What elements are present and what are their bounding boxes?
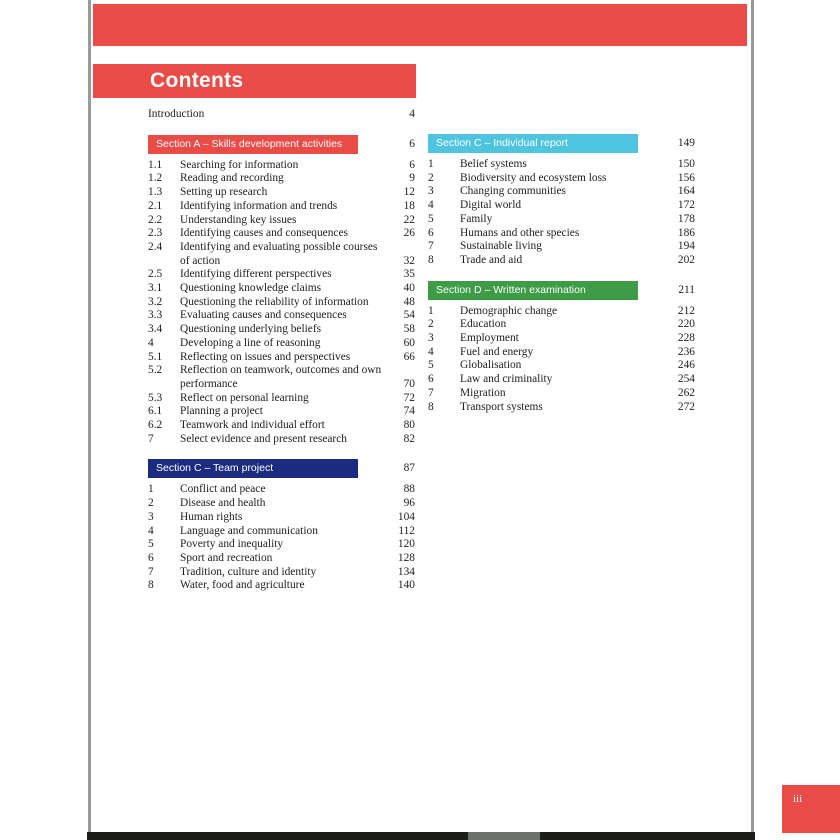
toc-item-number: 5.2 — [148, 364, 163, 377]
toc-item-number: 2.1 — [148, 199, 163, 212]
section-page-number: 211 — [678, 283, 695, 296]
toc-item-title: Humans and other species — [460, 226, 580, 239]
toc-item-title: Transport systems — [460, 400, 543, 413]
toc-item — [148, 405, 415, 419]
toc-item — [148, 186, 415, 200]
toc-item-number: 3 — [148, 510, 154, 523]
toc-item-title: Globalisation — [460, 359, 522, 372]
toc-item-number: 6 — [428, 226, 434, 239]
toc-item-title: Sport and recreation — [180, 551, 273, 564]
toc-item-number: 3 — [428, 332, 434, 345]
toc-item-number: 6.2 — [148, 419, 163, 432]
toc-item-page: 228 — [677, 332, 695, 345]
toc-item-number: 4 — [428, 345, 434, 358]
toc-item — [148, 433, 415, 447]
toc-item-list — [148, 159, 415, 447]
toc-item-number: 2.5 — [148, 268, 163, 281]
toc-item-title: Identifying different perspectives — [180, 268, 332, 281]
toc-item-number: 7 — [148, 432, 154, 445]
toc-item — [148, 214, 415, 228]
toc-item — [148, 538, 415, 552]
toc-item-number: 6 — [148, 551, 154, 564]
top-banner — [93, 4, 747, 46]
toc-item — [428, 199, 695, 213]
toc-item-page: 60 — [403, 336, 415, 349]
toc-item-title: Understanding key issues — [180, 213, 297, 226]
toc-item — [148, 552, 415, 566]
toc-item-title: Education — [460, 318, 507, 331]
scan-bottom-edge — [87, 832, 755, 840]
section-page-number: 6 — [409, 137, 415, 150]
toc-item-title: Water, food and agriculture — [180, 579, 305, 592]
toc-item — [428, 240, 695, 254]
toc-item-title: Searching for information — [180, 158, 299, 171]
toc-item-title: Poverty and inequality — [180, 538, 284, 551]
toc-item-number: 3 — [428, 185, 434, 198]
toc-item-title: Fuel and energy — [460, 345, 534, 358]
toc-item-number: 1 — [428, 158, 434, 170]
toc-item-page: 88 — [403, 483, 415, 496]
toc-item — [428, 346, 695, 360]
toc-item-title: Questioning knowledge claims — [180, 282, 322, 295]
toc-section — [148, 459, 415, 593]
section-header: Section A – Skills development activities — [148, 135, 358, 154]
toc-item — [148, 200, 415, 214]
folio-page-number: iii — [793, 793, 803, 805]
toc-item-number: 8 — [428, 253, 434, 266]
toc-item-title: Questioning the reliability of information — [180, 295, 369, 308]
toc-item-number: 3.2 — [148, 295, 163, 308]
toc-column-right — [428, 134, 695, 414]
toc-item-number: 5.1 — [148, 350, 163, 363]
toc-item-number: 6 — [428, 373, 434, 386]
toc-item-page: 202 — [677, 253, 695, 266]
toc-item-page: 236 — [677, 345, 695, 358]
toc-item — [428, 305, 695, 319]
toc-item-number: 7 — [428, 386, 434, 399]
toc-item-list — [148, 483, 415, 593]
toc-item-page: 194 — [677, 240, 695, 253]
toc-item-page: 74 — [403, 405, 415, 418]
toc-item-list — [428, 305, 695, 415]
toc-item-title: Reading and recording — [180, 172, 284, 185]
section-header: Section C – Team project — [148, 459, 358, 478]
toc-item-title: Planning a project — [180, 405, 263, 418]
toc-item-page: 80 — [403, 419, 415, 432]
toc-section — [428, 134, 695, 268]
toc-item-page: 9 — [409, 172, 415, 185]
toc-item — [148, 296, 415, 310]
intro-label: Introduction — [148, 108, 205, 120]
section-header-row — [428, 134, 695, 153]
book-page — [88, 0, 803, 833]
toc-item-page: 156 — [677, 171, 695, 184]
section-header: Section D – Written examination — [428, 281, 638, 300]
toc-item-page: 6 — [409, 158, 415, 171]
toc-item-title: Digital world — [460, 199, 522, 212]
toc-item-number: 6.1 — [148, 405, 163, 418]
toc-item-title: Reflecting on issues and perspectives — [180, 350, 351, 363]
toc-item-number: 1 — [428, 304, 434, 317]
toc-item-page: 104 — [397, 510, 415, 523]
toc-item-title: Disease and health — [180, 497, 266, 510]
toc-item-number: 2.4 — [148, 240, 163, 253]
toc-item-title: Migration — [460, 386, 506, 399]
toc-item-page: 12 — [403, 186, 415, 199]
toc-item-page: 150 — [677, 158, 695, 170]
toc-item — [148, 566, 415, 580]
toc-item-page: 72 — [403, 391, 415, 404]
toc-item-page: 254 — [677, 373, 695, 386]
toc-item — [148, 309, 415, 323]
toc-item-title: Identifying and evaluating possible courses of action — [180, 240, 378, 267]
toc-item — [428, 172, 695, 186]
toc-item-number: 5 — [428, 359, 434, 372]
toc-item-number: 2 — [148, 497, 154, 510]
toc-item-number: 3.4 — [148, 323, 163, 336]
toc-item-title: Teamwork and individual effort — [180, 419, 325, 432]
toc-item — [148, 282, 415, 296]
toc-item-number: 5.3 — [148, 391, 163, 404]
toc-item-list — [428, 158, 695, 268]
toc-item-page: 48 — [403, 295, 415, 308]
toc-item-title: Employment — [460, 332, 519, 345]
toc-item — [428, 373, 695, 387]
toc-item-title: Sustainable living — [460, 240, 542, 253]
toc-item-title: Changing communities — [460, 185, 566, 198]
section-page-number: 87 — [403, 462, 415, 475]
page-title: Contents — [93, 64, 416, 98]
toc-item — [148, 323, 415, 337]
scan-bottom-edge-gray-segment — [468, 832, 540, 840]
toc-item-number: 1 — [148, 483, 154, 496]
toc-item-page: 220 — [677, 318, 695, 331]
toc-item-number: 4 — [148, 524, 154, 537]
toc-item-title: Identifying information and trends — [180, 199, 338, 212]
toc-item — [148, 351, 415, 365]
intro-page-number: 4 — [409, 108, 415, 120]
toc-item-title: Demographic change — [460, 304, 558, 317]
folio-box — [782, 785, 840, 833]
toc-item-number: 1.1 — [148, 158, 163, 171]
toc-column-left — [148, 108, 415, 593]
toc-item-number: 3.1 — [148, 282, 163, 295]
section-header: Section C – Individual report — [428, 134, 638, 153]
toc-item-page: 262 — [677, 386, 695, 399]
toc-item-title: Tradition, culture and identity — [180, 565, 317, 578]
toc-item — [428, 158, 695, 172]
toc-item-page: 54 — [403, 309, 415, 322]
toc-item-title: Trade and aid — [460, 253, 523, 266]
toc-item-page: 66 — [403, 350, 415, 363]
toc-item-page: 246 — [677, 359, 695, 372]
toc-item-page: 164 — [677, 185, 695, 198]
toc-item — [428, 318, 695, 332]
toc-item-page: 272 — [677, 400, 695, 413]
toc-item-number: 5 — [428, 212, 434, 225]
toc-item — [428, 401, 695, 415]
toc-item — [148, 483, 415, 497]
toc-item — [428, 387, 695, 401]
toc-item — [148, 579, 415, 593]
toc-item — [148, 337, 415, 351]
section-header-row — [148, 135, 415, 154]
toc-item — [428, 185, 695, 199]
toc-item-title: Questioning underlying beliefs — [180, 323, 322, 336]
toc-item-page: 112 — [398, 524, 415, 537]
toc-item-page: 172 — [677, 199, 695, 212]
toc-item — [148, 419, 415, 433]
toc-section — [428, 281, 695, 415]
toc-item — [428, 213, 695, 227]
toc-item-page: 22 — [403, 213, 415, 226]
section-header-row — [428, 281, 695, 300]
toc-item-title: Human rights — [180, 510, 243, 523]
toc-item-number: 3.3 — [148, 309, 163, 322]
toc-item-number: 7 — [148, 565, 154, 578]
toc-item-title: Family — [460, 212, 493, 225]
toc-item-page: 120 — [397, 538, 415, 551]
toc-item-title: Select evidence and present research — [180, 432, 347, 445]
toc-item-number: 2 — [428, 171, 434, 184]
toc-item-page: 128 — [397, 551, 415, 564]
toc-item-number: 7 — [428, 240, 434, 253]
toc-item-number: 1.3 — [148, 186, 163, 199]
toc-item — [148, 241, 415, 268]
toc-item-page: 134 — [397, 565, 415, 578]
toc-item-number: 8 — [428, 400, 434, 413]
toc-item-page: 35 — [403, 268, 415, 281]
toc-item-page: 70 — [403, 377, 415, 390]
toc-item-page: 96 — [403, 497, 415, 510]
toc-item — [148, 227, 415, 241]
toc-item-number: 4 — [148, 336, 154, 349]
toc-item-title: Belief systems — [460, 158, 527, 170]
toc-item-number: 1.2 — [148, 172, 163, 185]
toc-item-number: 2.3 — [148, 227, 163, 240]
toc-item-title: Identifying causes and consequences — [180, 227, 348, 240]
toc-item-title: Setting up research — [180, 186, 268, 199]
toc-item — [428, 254, 695, 268]
toc-item-number: 2 — [428, 318, 434, 331]
toc-item-title: Developing a line of reasoning — [180, 336, 321, 349]
toc-item — [148, 172, 415, 186]
toc-item-number: 8 — [148, 579, 154, 592]
section-page-number: 149 — [677, 137, 695, 149]
toc-item — [148, 159, 415, 173]
toc-item — [428, 332, 695, 346]
toc-item-title: Language and communication — [180, 524, 318, 537]
toc-item-page: 186 — [677, 226, 695, 239]
toc-item-number: 2.2 — [148, 213, 163, 226]
toc-item-title: Evaluating causes and consequences — [180, 309, 347, 322]
toc-item-title: Conflict and peace — [180, 483, 266, 496]
toc-intro-row — [148, 108, 415, 122]
toc-item-page: 82 — [403, 432, 415, 445]
toc-item — [428, 227, 695, 241]
toc-item — [148, 364, 415, 391]
toc-item-title: Reflect on personal learning — [180, 391, 309, 404]
toc-item-number: 4 — [428, 199, 434, 212]
toc-item-page: 178 — [677, 212, 695, 225]
toc-item — [148, 392, 415, 406]
toc-item-title: Reflection on teamwork, outcomes and own performance — [180, 364, 382, 390]
toc-item-page: 140 — [397, 579, 415, 592]
toc-item-page: 26 — [403, 227, 415, 240]
toc-item — [148, 525, 415, 539]
toc-section — [148, 135, 415, 447]
section-header-row — [148, 459, 415, 478]
toc-item-title: Law and criminality — [460, 373, 553, 386]
toc-item-page: 212 — [677, 304, 695, 317]
toc-item — [428, 359, 695, 373]
toc-item-number: 5 — [148, 538, 154, 551]
toc-item-title: Biodiversity and ecosystem loss — [460, 171, 607, 184]
toc-item — [148, 497, 415, 511]
toc-item — [148, 511, 415, 525]
toc-item-page: 32 — [403, 254, 415, 267]
toc-item-page: 40 — [403, 282, 415, 295]
toc-item-page: 18 — [403, 199, 415, 212]
toc-item-page: 58 — [403, 323, 415, 336]
toc-item — [148, 268, 415, 282]
